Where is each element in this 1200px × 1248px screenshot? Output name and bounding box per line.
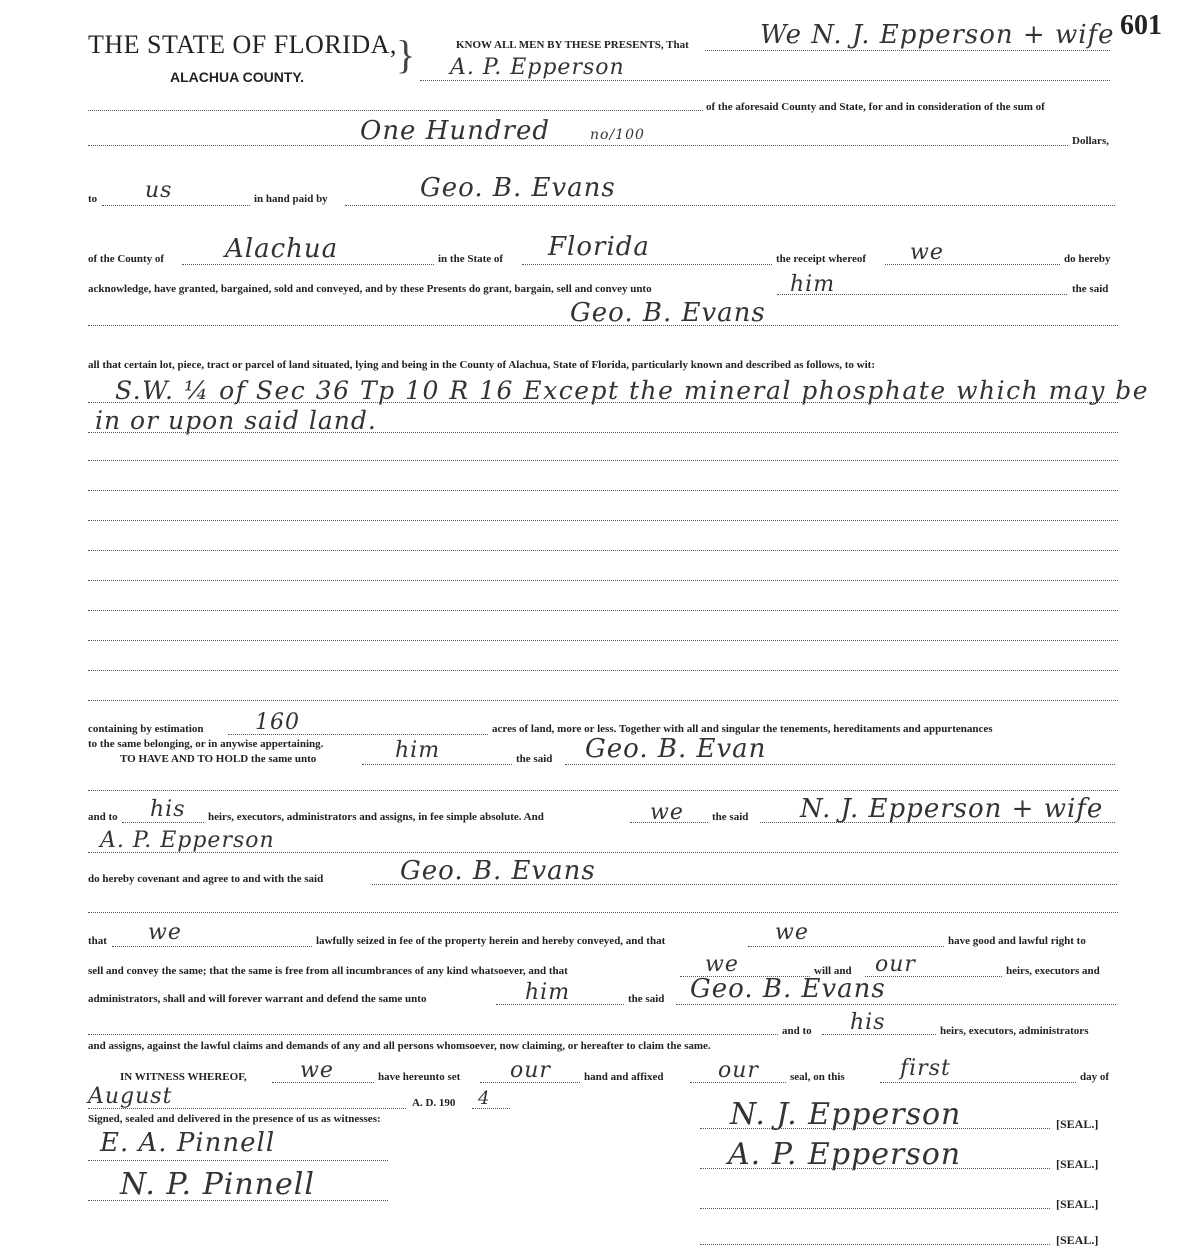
rule <box>88 325 1118 326</box>
that-text: that <box>88 935 107 947</box>
rule <box>88 460 1118 461</box>
set-value: our <box>510 1058 551 1083</box>
have-hereunto-text: have hereunto set <box>378 1071 461 1083</box>
rule <box>102 205 250 206</box>
rule <box>777 294 1067 295</box>
seized-text: lawfully seized in fee of the property herein and hereby conveyed, and that <box>316 935 666 947</box>
belonging-text: to the same belonging, or in anywise appertaining. <box>88 738 324 750</box>
signature-2: A. P. Epperson <box>728 1137 962 1172</box>
the-said-2-text: the said <box>516 753 553 765</box>
and-to-value: his <box>150 797 186 822</box>
administrators-text: administrators, shall and will forever warrant and defend the same unto <box>88 993 427 1005</box>
rule <box>88 520 1118 521</box>
rule <box>705 50 1110 51</box>
rule <box>630 822 708 823</box>
ad-text: A. D. 190 <box>412 1097 456 1109</box>
rule <box>676 1004 1116 1005</box>
dollars-text: Dollars, <box>1072 135 1109 147</box>
covenant-grantors-2: A. P. Epperson <box>100 828 275 853</box>
containing-text: containing by estimation <box>88 723 204 735</box>
rule <box>182 264 434 265</box>
seal-label-2: [SEAL.] <box>1056 1157 1099 1171</box>
rule <box>228 734 488 735</box>
year-digit: 4 <box>478 1088 491 1109</box>
rule <box>522 264 772 265</box>
rule <box>880 1082 1076 1083</box>
unto-value: him <box>790 272 836 297</box>
sell-value: we <box>705 952 739 977</box>
to-have-grantee: Geo. B. Evan <box>585 734 767 764</box>
page-number: 601 <box>1120 10 1162 41</box>
seized-value: we <box>775 920 809 945</box>
aforesaid-text: of the aforesaid County and State, for and in consideration of the sum of <box>706 101 1045 113</box>
rule <box>88 790 1118 791</box>
rule <box>88 700 1118 701</box>
seal-label-1: [SEAL.] <box>1056 1117 1099 1131</box>
rule <box>88 1160 388 1161</box>
good-right-text: have good and lawful right to <box>948 935 1086 947</box>
rule <box>88 610 1118 611</box>
rule <box>88 852 1118 853</box>
rule <box>748 946 944 947</box>
rule <box>372 884 1117 885</box>
rule <box>88 1200 388 1201</box>
rule <box>496 1004 624 1005</box>
grantors-line-2: A. P. Epperson <box>450 55 625 80</box>
acknowledge-text: acknowledge, have granted, bargained, sold and conveyed, and by these Presents do grant, bargain, sell and convey unto <box>88 283 652 295</box>
in-state-text: in the State of <box>438 253 504 265</box>
rule <box>88 550 1118 551</box>
day-of-text: day of <box>1080 1071 1110 1083</box>
to-have-text: TO HAVE AND TO HOLD the same unto <box>120 753 317 765</box>
all-that-text: all that certain lot, piece, tract or parcel of land situated, lying and being in the County of Alachua, State of Florida, particularly known and described as follows, to wit: <box>88 359 876 371</box>
that-value: we <box>148 920 182 945</box>
will-value: our <box>875 952 916 977</box>
do-covenant-text: do hereby covenant and agree to and with the said <box>88 873 324 885</box>
grantee-value: Geo. B. Evans <box>570 298 766 328</box>
month-value: August <box>88 1084 173 1109</box>
rule <box>565 764 1115 765</box>
rule <box>345 205 1115 206</box>
paid-by-text: in hand paid by <box>254 193 328 205</box>
rule <box>88 110 703 111</box>
rule <box>272 1082 374 1083</box>
sum-fraction: no/100 <box>590 127 645 143</box>
receipt-value: we <box>910 240 944 265</box>
description-line-1: S.W. ¼ of Sec 36 Tp 10 R 16 Except the mineral phosphate which may be <box>115 376 1150 405</box>
day-value: first <box>900 1056 951 1081</box>
heirs-text: heirs, executors, administrators and assigns, in fee simple absolute. And <box>208 811 544 823</box>
will-and-text: will and <box>814 965 852 977</box>
in-witness-text: IN WITNESS WHEREOF, <box>120 1071 247 1083</box>
the-said-4-text: the said <box>628 993 665 1005</box>
do-hereby-text: do hereby <box>1064 253 1111 265</box>
and-value: we <box>650 800 684 825</box>
rule <box>822 1034 936 1035</box>
to-text: to <box>88 193 98 205</box>
rule <box>88 1108 406 1109</box>
rule <box>362 764 512 765</box>
and-to-2-value: his <box>850 1010 886 1035</box>
heirs-exec-admin-text: heirs, executors, administrators <box>940 1025 1089 1037</box>
rule <box>885 264 1060 265</box>
description-line-2: in or upon said land. <box>95 406 377 435</box>
rule <box>88 1034 778 1035</box>
grantors-line-1: We N. J. Epperson + wife <box>760 20 1115 50</box>
of-county-text: of the County of <box>88 253 165 265</box>
rule <box>760 822 1115 823</box>
acres-value: 160 <box>255 710 300 735</box>
signed-sealed-text: Signed, sealed and delivered in the presence of us as witnesses: <box>88 1113 381 1125</box>
to-value: us <box>145 178 173 203</box>
rule <box>88 490 1118 491</box>
county-heading: ALACHUA COUNTY. <box>170 69 305 85</box>
defend-value: him <box>525 980 571 1005</box>
rule <box>420 80 1110 81</box>
the-said-3-text: the said <box>712 811 749 823</box>
rule <box>690 1082 786 1083</box>
seal-label-4: [SEAL.] <box>1056 1233 1099 1247</box>
witness-1-signature: E. A. Pinnell <box>100 1128 276 1158</box>
and-to-text: and to <box>88 811 118 823</box>
rule <box>122 822 204 823</box>
rule <box>88 912 1118 913</box>
and-to-2-text: and to <box>782 1025 812 1037</box>
witness-2-signature: N. P. Pinnell <box>120 1167 315 1202</box>
heirs-exec-text: heirs, executors and <box>1006 965 1100 977</box>
know-all-text: KNOW ALL MEN BY THESE PRESENTS, That <box>456 39 689 51</box>
rule <box>700 1168 1050 1169</box>
rule <box>112 946 312 947</box>
rule <box>88 145 1068 146</box>
rule <box>700 1208 1050 1209</box>
the-said-text: the said <box>1072 283 1109 295</box>
rule <box>700 1244 1050 1245</box>
defend-grantee: Geo. B. Evans <box>690 974 886 1004</box>
county-value: Alachua <box>225 234 339 264</box>
signature-1: N. J. Epperson <box>730 1097 962 1132</box>
rule <box>88 580 1118 581</box>
sell-convey-text: sell and convey the same; that the same is free from all incumbrances of any kind whatsoever, and that <box>88 965 568 977</box>
rule <box>472 1108 510 1109</box>
sum-written: One Hundred <box>360 116 550 146</box>
brace: } <box>396 32 416 77</box>
iw-value: we <box>300 1058 334 1083</box>
rule <box>88 640 1118 641</box>
to-have-value: him <box>395 738 441 763</box>
assigns-against-text: and assigns, against the lawful claims and demands of any and all persons whomsoever, now claiming, or hereafter to claim the same. <box>88 1040 711 1052</box>
seal-label-3: [SEAL.] <box>1056 1197 1099 1211</box>
rule <box>700 1128 1050 1129</box>
affixed-value: our <box>718 1058 759 1083</box>
payer-value: Geo. B. Evans <box>420 173 616 203</box>
state-value: Florida <box>548 232 650 262</box>
rule <box>88 670 1118 671</box>
rule <box>88 432 1118 433</box>
covenant-grantee: Geo. B. Evans <box>400 856 596 886</box>
acres-text: acres of land, more or less. Together with all and singular the tenements, hereditaments and appurtenances <box>492 723 993 735</box>
rule <box>480 1082 580 1083</box>
hand-and-text: hand and affixed <box>584 1071 664 1083</box>
state-heading: THE STATE OF FLORIDA, <box>88 30 397 59</box>
seal-on-text: seal, on this <box>790 1071 845 1083</box>
receipt-text: the receipt whereof <box>776 253 867 265</box>
covenant-grantors-1: N. J. Epperson + wife <box>800 794 1104 824</box>
rule <box>88 402 1118 403</box>
